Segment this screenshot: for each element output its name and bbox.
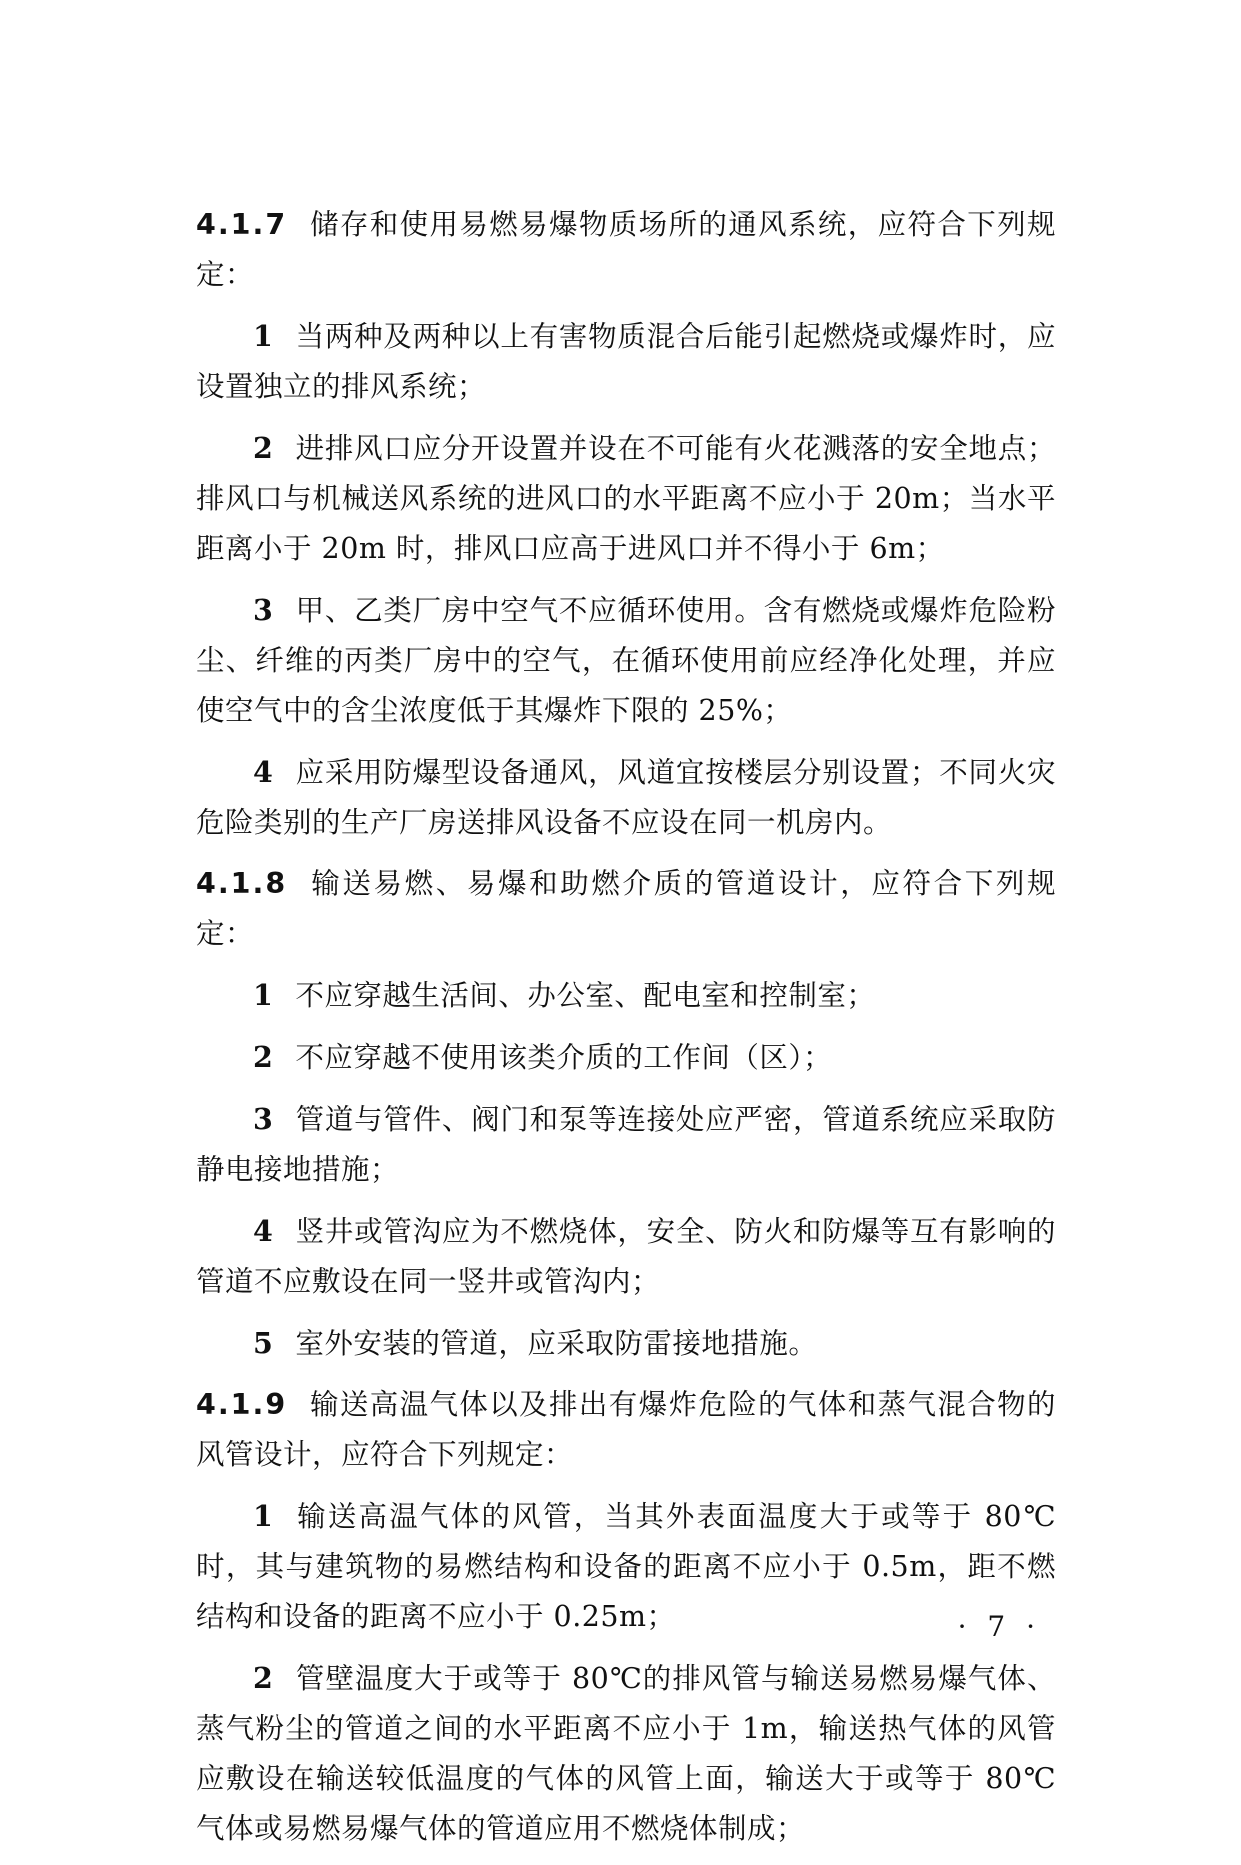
item-number: 2 — [253, 1661, 274, 1695]
item-number: 5 — [253, 1326, 274, 1360]
item-number: 3 — [253, 593, 274, 627]
list-item — [196, 747, 1056, 848]
clause-number: 4.1.9 — [196, 1388, 288, 1421]
item-number: 4 — [253, 1214, 274, 1248]
item-text: 管壁温度大于或等于 80℃的排风管与输送易燃易爆气体、蒸气粉尘的管道之间的水平距离不应小于 1m，输送热气体的风管应敷设在输送较低温度的气体的风管上面，输送大于或等于 80℃气体或易燃易爆气体的管道应用不燃烧体制成； — [196, 1662, 1056, 1845]
item-text: 甲、乙类厂房中空气不应循环使用。含有燃烧或爆炸危险粉尘、纤维的丙类厂房中的空气，在循环使用前应经净化处理，并应使空气中的含尘浓度低于其爆炸下限的 25%； — [196, 594, 1056, 727]
item-text: 输送高温气体的风管，当其外表面温度大于或等于 80℃时，其与建筑物的易燃结构和设备的距离不应小于 0.5m，距不燃结构和设备的距离不应小于 0.25m； — [196, 1500, 1056, 1633]
item-number: 2 — [253, 1040, 274, 1074]
list-item — [196, 423, 1056, 574]
list-item — [196, 1653, 1056, 1854]
clause-text: 输送易燃、易爆和助燃介质的管道设计，应符合下列规定： — [196, 867, 1056, 950]
list-item — [196, 1491, 1056, 1642]
clause-4-1-7 — [196, 200, 1056, 300]
item-number: 3 — [253, 1102, 274, 1136]
document-body — [196, 200, 1056, 1865]
clause-4-1-8 — [196, 859, 1056, 959]
item-number: 1 — [253, 1499, 274, 1533]
clause-number: 4.1.8 — [196, 867, 288, 900]
list-item — [196, 1032, 1056, 1083]
list-item — [196, 1206, 1056, 1307]
clause-number: 4.1.7 — [196, 208, 288, 241]
clause-text: 储存和使用易燃易爆物质场所的通风系统，应符合下列规定： — [196, 208, 1056, 291]
item-number: 4 — [253, 755, 274, 789]
item-text: 应采用防爆型设备通风，风道宜按楼层分别设置；不同火灾危险类别的生产厂房送排风设备不应设在同一机房内。 — [196, 756, 1056, 839]
clause-4-1-9 — [196, 1380, 1056, 1480]
item-text: 管道与管件、阀门和泵等连接处应严密，管道系统应采取防静电接地措施； — [196, 1103, 1056, 1186]
item-number: 2 — [253, 431, 274, 465]
list-item — [196, 585, 1056, 736]
list-item — [196, 970, 1056, 1021]
item-text: 进排风口应分开设置并设在不可能有火花溅落的安全地点；排风口与机械送风系统的进风口的水平距离不应小于 20m；当水平距离小于 20m 时，排风口应高于进风口并不得小于 6m； — [196, 432, 1056, 565]
list-item — [196, 1318, 1056, 1369]
item-number: 1 — [253, 319, 274, 353]
item-text: 当两种及两种以上有害物质混合后能引起燃烧或爆炸时，应设置独立的排风系统； — [196, 320, 1056, 403]
item-text: 室外安装的管道，应采取防雷接地措施。 — [295, 1327, 818, 1360]
clause-text: 输送高温气体以及排出有爆炸危险的气体和蒸气混合物的风管设计，应符合下列规定： — [196, 1388, 1056, 1471]
page-number: · 7 · — [957, 1610, 1041, 1643]
item-number: 1 — [253, 978, 274, 1012]
list-item — [196, 1094, 1056, 1195]
item-text: 不应穿越不使用该类介质的工作间（区）； — [295, 1041, 833, 1074]
item-text: 不应穿越生活间、办公室、配电室和控制室； — [295, 979, 876, 1012]
list-item — [196, 311, 1056, 412]
item-text: 竖井或管沟应为不燃烧体，安全、防火和防爆等互有影响的管道不应敷设在同一竖井或管沟内； — [196, 1215, 1056, 1298]
